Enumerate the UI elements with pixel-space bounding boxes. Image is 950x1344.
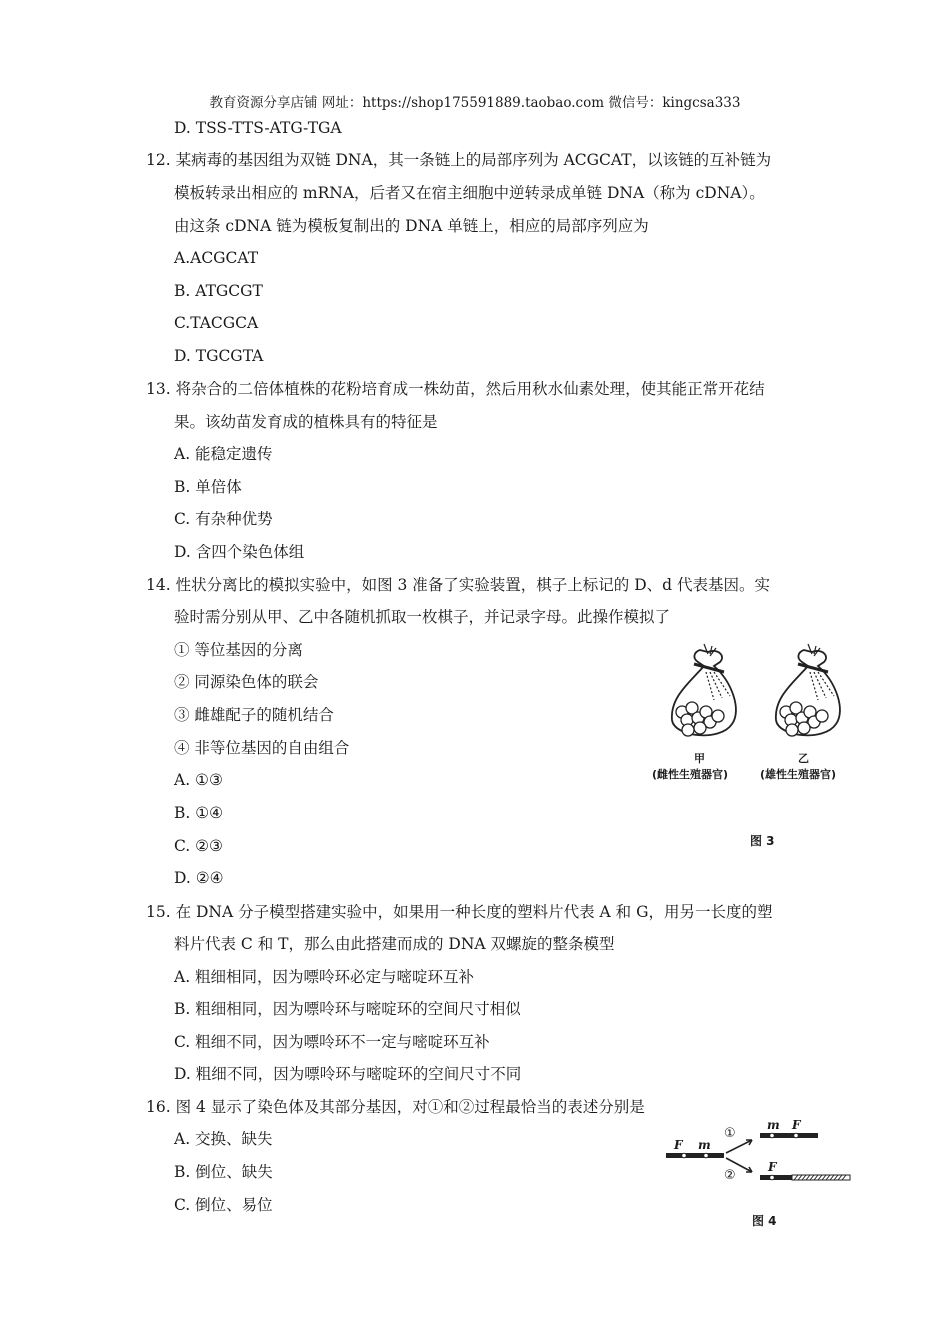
q13-option-c: C. 有杂种优势	[174, 510, 273, 528]
q12-option-d: D. TGCGTA	[174, 347, 264, 365]
result1-gene-F-label: F	[792, 1118, 801, 1132]
bag-yi-icon	[776, 644, 840, 736]
figure-3	[652, 642, 860, 782]
q13-stem-line2: 果。该幼苗发育成的植株具有的特征是	[174, 413, 438, 431]
chromosome-diagram	[664, 1120, 854, 1190]
result1-gene-m-label: m	[767, 1118, 780, 1132]
q13-option-a: A. 能稳定遗传	[174, 445, 273, 463]
gene-m-label: m	[698, 1138, 711, 1152]
q12-option-a: A.ACGCAT	[174, 249, 259, 267]
q15-option-d: D. 粗细不同，因为嘌呤环与嘧啶环的空间尺寸不同	[174, 1065, 522, 1083]
q14-option-b: B. ①④	[174, 804, 224, 822]
step-2-label: ②	[724, 1168, 736, 1183]
q13-option-b: B. 单倍体	[174, 478, 242, 496]
q14-item-1: ① 等位基因的分离	[174, 641, 303, 659]
chromosome-original	[666, 1153, 724, 1158]
q15-option-a: A. 粗细相同，因为嘌呤环必定与嘧啶环互补	[174, 968, 475, 986]
q16-option-b: B. 倒位、缺失	[174, 1163, 273, 1181]
arrow-1-icon	[726, 1140, 752, 1153]
q14-option-d: D. ②④	[174, 869, 224, 887]
q12-stem-line2: 模板转录出相应的 mRNA，后者又在宿主细胞中逆转录成单链 DNA（称为 cDNA）。	[174, 184, 765, 202]
q13-stem-line1: 13. 将杂合的二倍体植株的花粉培育成一株幼苗，然后用秋水仙素处理，使其能正常开花结	[146, 380, 765, 398]
q14-item-3: ③ 雌雄配子的随机结合	[174, 706, 334, 724]
bag-jia-label: 甲	[694, 752, 705, 765]
q14-item-4: ④ 非等位基因的自由组合	[174, 739, 350, 757]
q14-option-a: A. ①③	[174, 771, 223, 789]
chromosome-result-2	[760, 1175, 850, 1180]
q14-item-2: ② 同源染色体的联会	[174, 673, 319, 691]
bag-yi-caption: (雄性生殖器官)	[760, 768, 837, 781]
q12-option-b: B. ATGCGT	[174, 282, 263, 300]
figure-3-title: 图 3	[750, 834, 775, 848]
figure-4-title: 图 4	[752, 1214, 777, 1228]
bag-jia-caption: (雌性生殖器官)	[652, 768, 729, 781]
q15-option-c: C. 粗细不同，因为嘌呤环不一定与嘧啶环互补	[174, 1033, 490, 1051]
q16-option-a: A. 交换、缺失	[174, 1130, 273, 1148]
q12-stem-line3: 由这条 cDNA 链为模板复制出的 DNA 单链上，相应的局部序列应为	[174, 217, 649, 235]
bag-jia-icon	[672, 644, 736, 736]
figure-4	[664, 1120, 854, 1190]
q12-stem-line1: 12. 某病毒的基因组为双链 DNA，其一条链上的局部序列为 ACGCAT，以该链的互补链为	[146, 151, 772, 169]
bag-yi-label: 乙	[798, 752, 809, 765]
result2-gene-F-label: F	[768, 1160, 777, 1174]
q14-stem-line2: 验时需分别从甲、乙中各随机抓取一枚棋子，并记录字母。此操作模拟了	[174, 608, 671, 626]
q16-stem-line1: 16. 图 4 显示了染色体及其部分基因，对①和②过程最恰当的表述分别是	[146, 1098, 645, 1116]
q15-option-b: B. 粗细相同，因为嘌呤环与嘧啶环的空间尺寸相似	[174, 1000, 521, 1018]
q14-option-c: C. ②③	[174, 837, 223, 855]
gene-F-label: F	[674, 1138, 683, 1152]
page-header: 教育资源分享店铺 网址：https://shop175591889.taobao.com 微信号：kingcsa333	[209, 95, 741, 111]
q13-option-d: D. 含四个染色体组	[174, 543, 305, 561]
q11-option-d: D. TSS-TTS-ATG-TGA	[174, 119, 342, 137]
bag-illustration	[660, 642, 860, 752]
q15-stem-line2: 料片代表 C 和 T，那么由此搭建而成的 DNA 双螺旋的整条模型	[174, 935, 615, 953]
q16-option-c: C. 倒位、易位	[174, 1196, 273, 1214]
chromosome-result-1	[760, 1133, 818, 1138]
step-1-label: ①	[724, 1126, 736, 1141]
q14-stem-line1: 14. 性状分离比的模拟实验中，如图 3 准备了实验装置，棋子上标记的 D、d 代表基因。实	[146, 576, 770, 594]
q12-option-c: C.TACGCA	[174, 314, 259, 332]
q15-stem-line1: 15. 在 DNA 分子模型搭建实验中，如果用一种长度的塑料片代表 A 和 G，用另一长度的塑	[146, 903, 773, 921]
